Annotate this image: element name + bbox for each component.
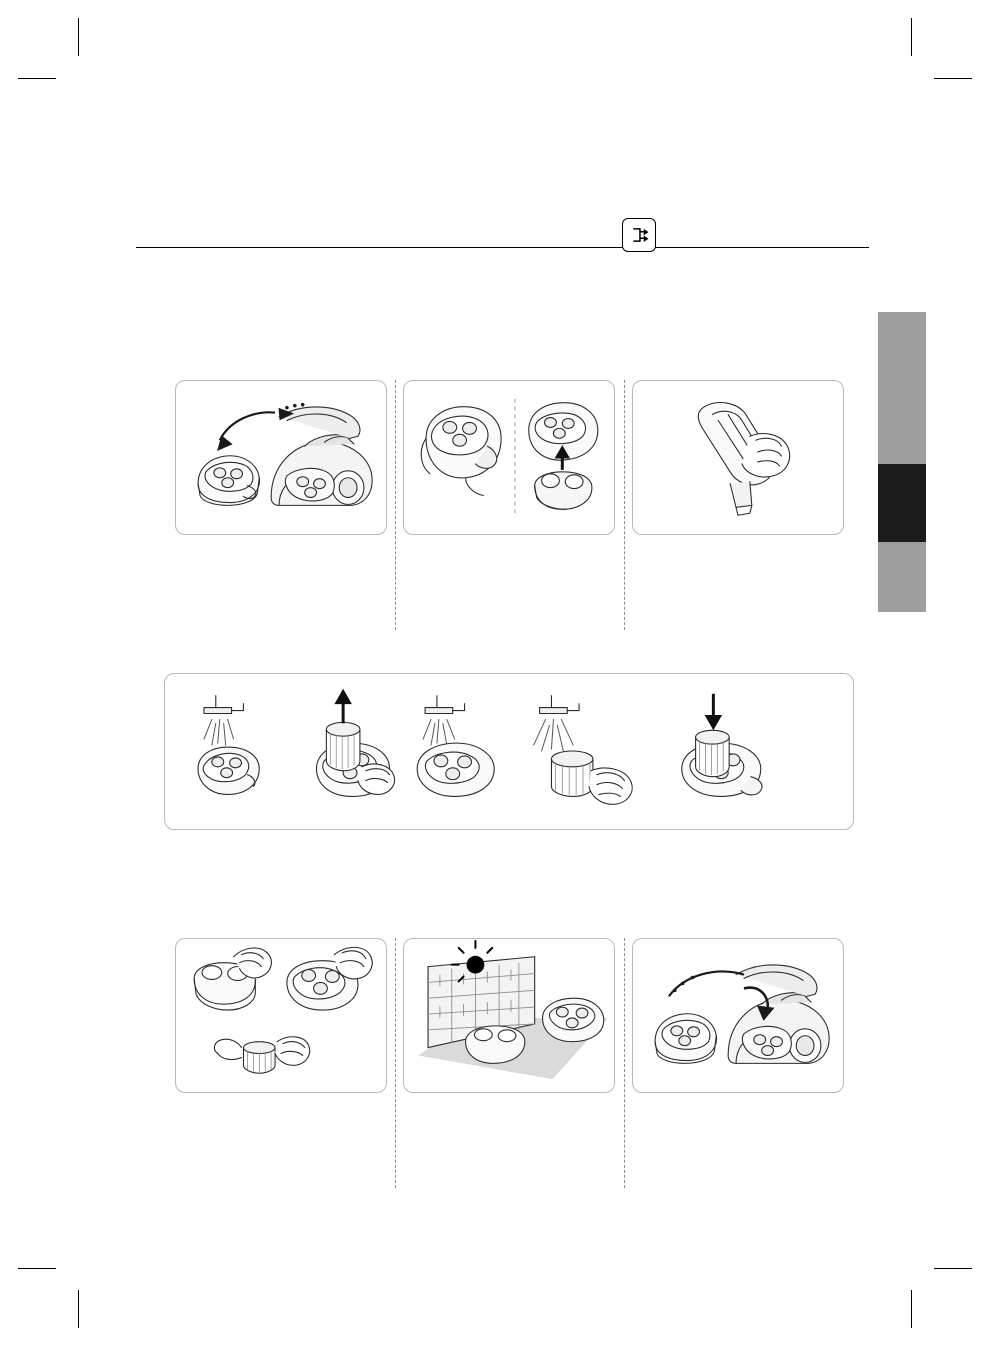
crop-mark-top-left	[78, 18, 79, 56]
crop-mark-left-bottom	[18, 1268, 56, 1269]
figure-open-dust-bin	[175, 380, 387, 535]
header-rule	[136, 247, 869, 248]
column-divider-right	[624, 380, 625, 630]
figure-wipe-dry-parts	[175, 938, 387, 1093]
column-divider-left-lower	[395, 938, 396, 1188]
side-tab-active	[878, 464, 926, 542]
power-plug-icon	[622, 218, 656, 252]
crop-mark-left-top	[18, 78, 56, 79]
crop-mark-top-right	[911, 18, 912, 56]
side-tab-lower	[878, 542, 926, 612]
figure-empty-dust-bin	[632, 380, 844, 535]
side-tab-upper	[878, 312, 926, 464]
crop-mark-right-top	[934, 78, 972, 79]
crop-mark-bottom-left	[78, 1290, 79, 1328]
header-icon-label	[0, 0, 1, 1]
crop-mark-right-bottom	[934, 1268, 972, 1269]
figure-refit-dust-bin	[632, 938, 844, 1093]
column-divider-right-lower	[624, 938, 625, 1188]
figure-dry-in-shade	[403, 938, 615, 1093]
crop-mark-bottom-right	[911, 1290, 912, 1328]
column-divider-left	[395, 380, 396, 630]
figure-separate-filter	[403, 380, 615, 535]
figure-washing-sequence	[164, 673, 854, 830]
